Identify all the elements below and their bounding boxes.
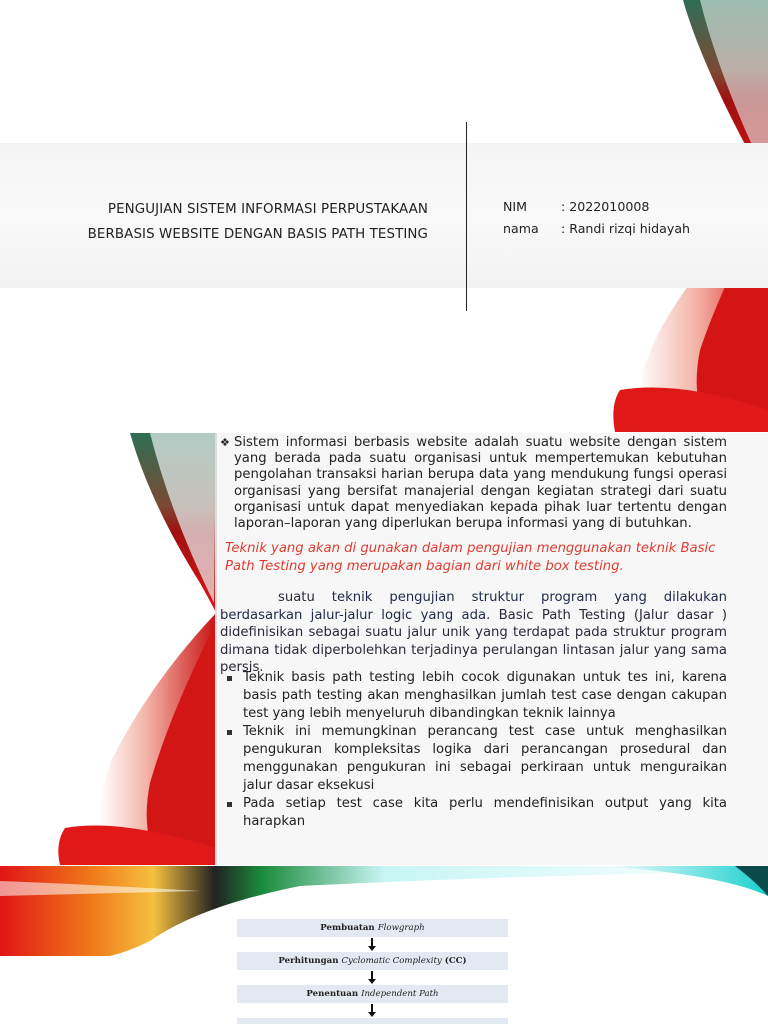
name-row	[503, 218, 690, 240]
intro-paragraph	[220, 435, 727, 532]
nim-value: : 2022010008	[561, 199, 650, 214]
flow-step-independent-path: Penentuan Independent Path	[237, 985, 508, 1003]
arrow-down-icon	[237, 970, 508, 985]
highlight-text: Teknik yang akan di gunakan dalam pengujian menggunakan teknik Basic Path Testing yang merupakan bagian dari white box testing.	[225, 541, 716, 575]
arrow-down-icon	[237, 937, 508, 952]
intro-text: Sistem informasi berbasis website adalah suatu website dengan sistem yang berada pada suatu organisasi untuk mempertemukan kebutuhan pengolahan transaksi harian berupa data yang mendukung fungsi operasi organisasi yang bersifat manajerial dengan kegiatan strategi dari suatu organisasi untuk dapat menyediakan kepada pihak luar tertentu dengan laporan–laporan yang diperlukan berupa informasi yang di butuhkan.	[234, 435, 727, 532]
definition-lead: suatu	[278, 590, 332, 606]
slide-title	[0, 0, 768, 432]
author-info	[503, 196, 690, 240]
flowchart	[237, 919, 508, 1024]
definition-emphasis: teknik pengujian struktur program yang dilakukan berdasarkan jalur-jalur logic yang ada	[220, 590, 728, 623]
decorative-swoosh-left	[0, 433, 216, 865]
title-line-2: BERBASIS WEBSITE DENGAN BASIS PATH TESTING	[87, 227, 428, 242]
slide-content	[0, 433, 768, 865]
arrow-down-icon	[237, 1003, 508, 1018]
title-line-1: PENGUJIAN SISTEM INFORMASI PERPUSTAKAAN	[107, 202, 428, 217]
nim-row	[503, 196, 690, 218]
name-value: : Randi rizqi hidayah	[561, 221, 691, 236]
bullet-item: Teknik ini memungkinan perancang test case untuk menghasilkan pengukuran kompleksitas logika dari perancangan prosedural dan menggunakan pengukuran ini sebagai perkiraan untuk menguraikan jalur dasar eksekusi	[220, 723, 727, 795]
nim-label: NIM	[503, 199, 528, 214]
presentation-title	[88, 197, 428, 247]
flow-step-cyclomatic: Perhitungan Cyclomatic Complexity (CC)	[237, 952, 508, 970]
definition-paragraph	[220, 589, 727, 677]
bullet-item: Pada setiap test case kita perlu mendefinisikan output yang kita harapkan	[220, 795, 727, 831]
bullet-list	[220, 669, 727, 831]
definition-rest: . Basic Path Testing (Jalur dasar ) didefinisikan sebagai suatu jalur unik yang terdapat pada struktur program dimana tidak diperbolehkan terjadinya perulangan lintasan jalur yang sama persis.	[220, 607, 727, 676]
slide-flowchart	[0, 866, 768, 1024]
name-label: nama	[503, 221, 539, 236]
flow-step-next	[237, 1018, 508, 1024]
content-body	[220, 435, 727, 831]
diamond-bullet-icon: ❖	[220, 436, 230, 449]
vertical-divider	[466, 122, 467, 311]
flow-step-flowgraph: Pembuatan Flowgraph	[237, 919, 508, 937]
bullet-item: Teknik basis path testing lebih cocok digunakan untuk tes ini, karena basis path testing akan menghasilkan jumlah test case dengan cakupan test yang lebih menyeluruh dibandingkan teknik lainnya	[220, 669, 727, 723]
